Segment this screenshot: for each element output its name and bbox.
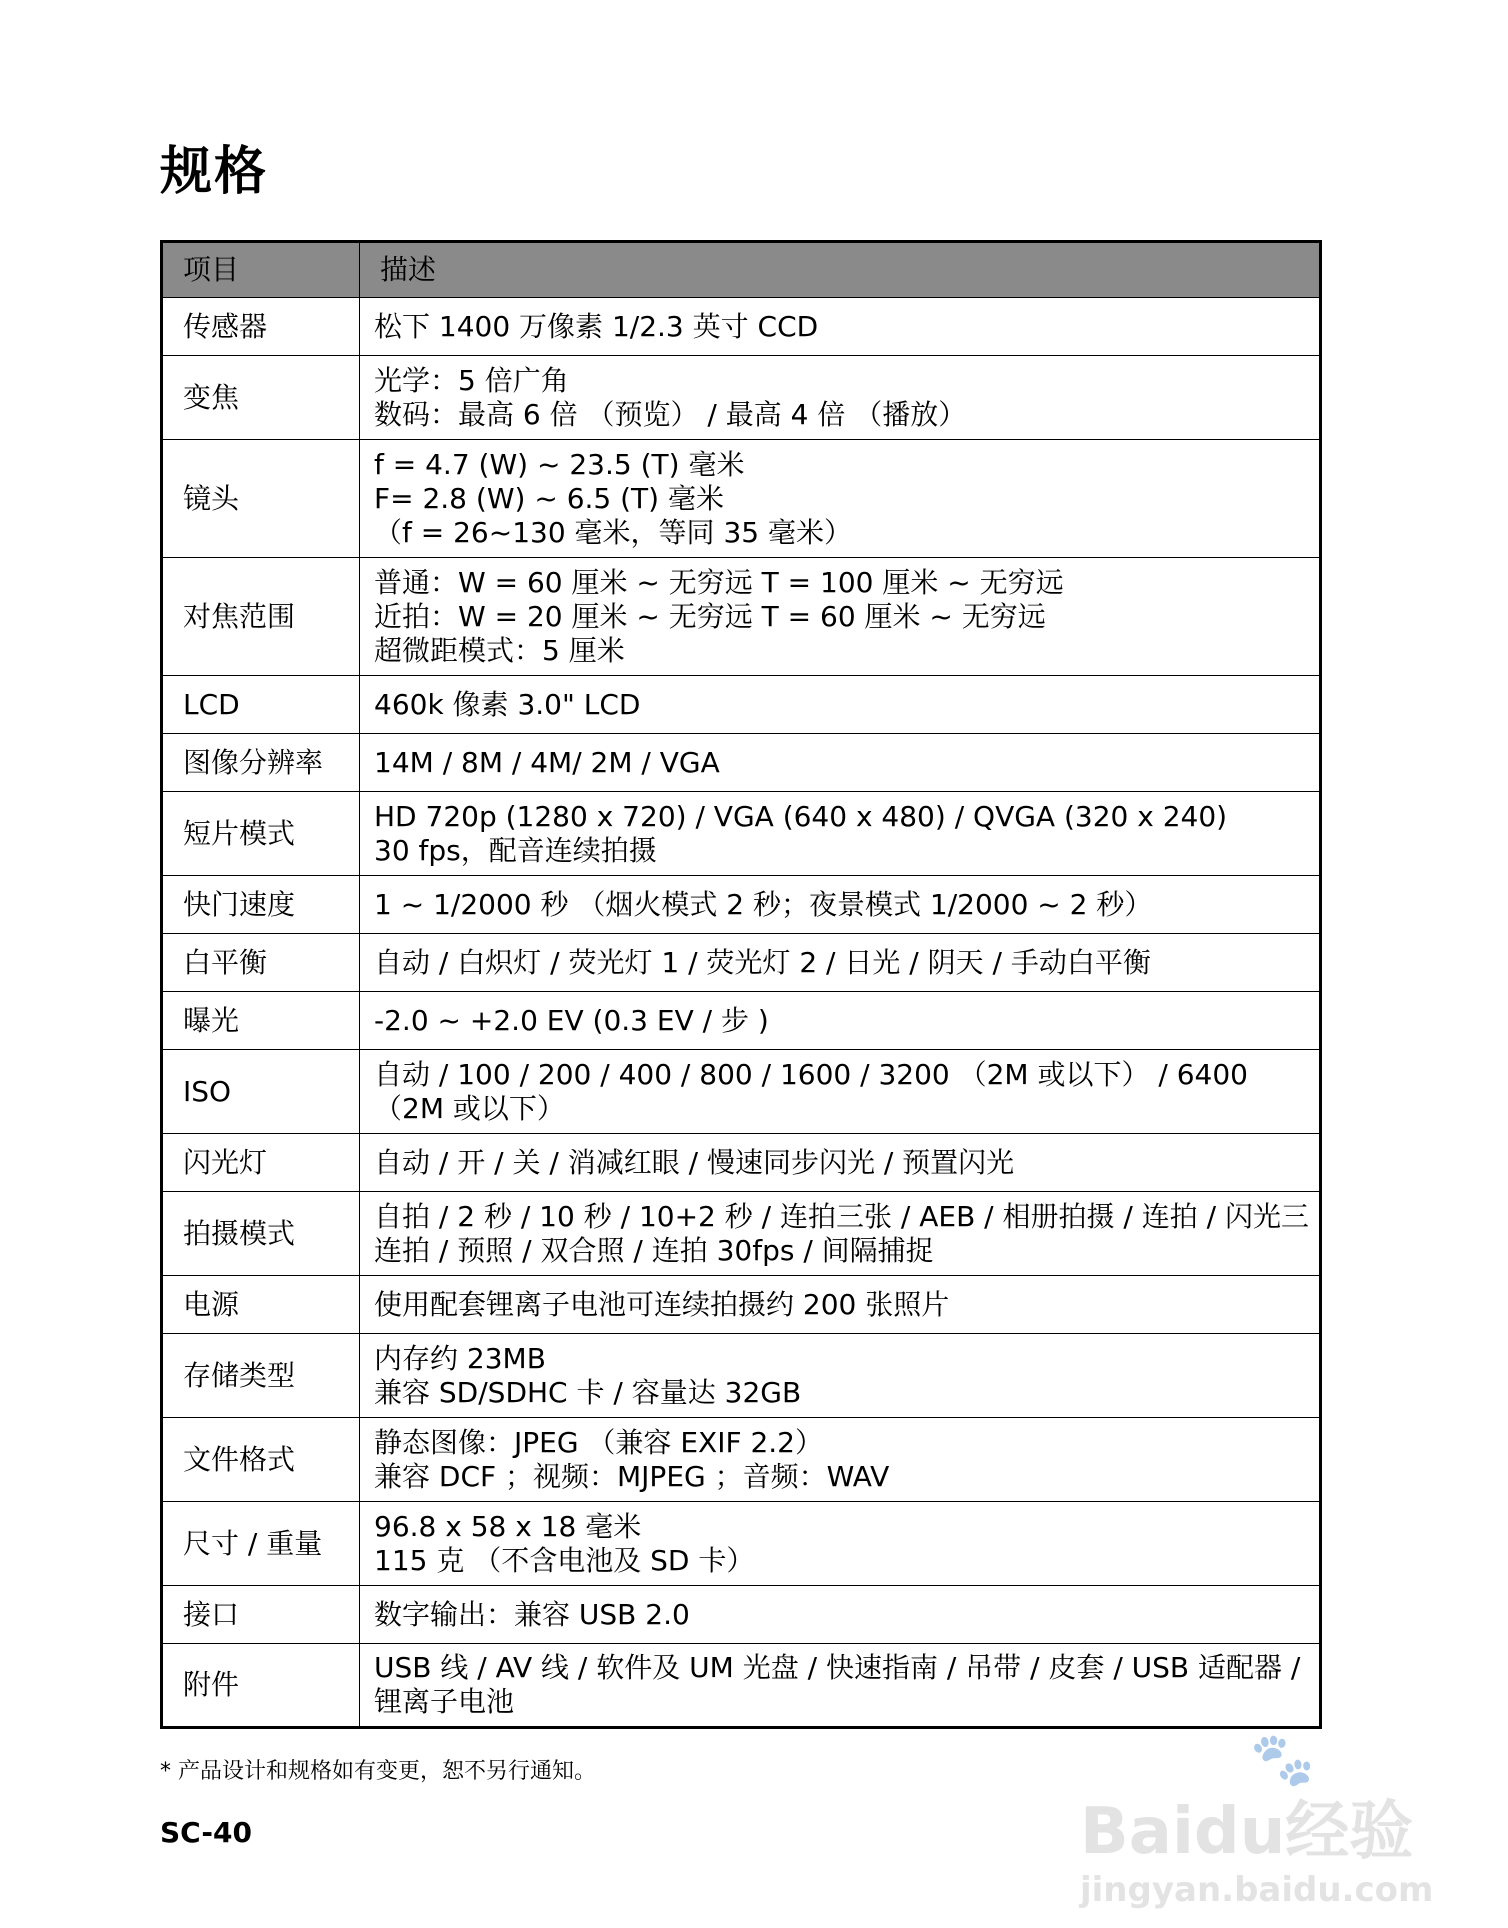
- spec-item: 曝光: [162, 992, 360, 1050]
- paw-icon: 🐾: [1250, 1730, 1315, 1790]
- spec-description: 自动 / 白炽灯 / 荧光灯 1 / 荧光灯 2 / 日光 / 阴天 / 手动白平衡: [360, 934, 1321, 992]
- page-title: 规格: [160, 142, 269, 202]
- spec-item: 白平衡: [162, 934, 360, 992]
- spec-description: -2.0 ~ +2.0 EV (0.3 EV / 步 ): [360, 992, 1321, 1050]
- watermark-url: jingyan.baidu.com: [1080, 1870, 1434, 1910]
- spec-item: 接口: [162, 1586, 360, 1644]
- spec-description: USB 线 / AV 线 / 软件及 UM 光盘 / 快速指南 / 吊带 / 皮套 / USB 适配器 / 锂离子电池: [360, 1644, 1321, 1728]
- table-row: [162, 1192, 1321, 1276]
- spec-item: 传感器: [162, 298, 360, 356]
- spec-item: 闪光灯: [162, 1134, 360, 1192]
- table-row: [162, 1276, 1321, 1334]
- table-row: [162, 1418, 1321, 1502]
- spec-item: 附件: [162, 1644, 360, 1728]
- spec-description: 数字输出：兼容 USB 2.0: [360, 1586, 1321, 1644]
- table-row: [162, 1644, 1321, 1728]
- table-row: [162, 992, 1321, 1050]
- header-item: 项目: [162, 242, 360, 298]
- spec-description: 光学：5 倍广角 数码：最高 6 倍 （预览） / 最高 4 倍 （播放）: [360, 356, 1321, 440]
- spec-item: 电源: [162, 1276, 360, 1334]
- spec-description: 14M / 8M / 4M/ 2M / VGA: [360, 734, 1321, 792]
- spec-description: 96.8 x 58 x 18 毫米 115 克 （不含电池及 SD 卡）: [360, 1502, 1321, 1586]
- spec-item: LCD: [162, 676, 360, 734]
- spec-description: 静态图像：JPEG （兼容 EXIF 2.2） 兼容 DCF ；视频：MJPEG ；音频：WAV: [360, 1418, 1321, 1502]
- table-row: [162, 934, 1321, 992]
- spec-description: 自动 / 100 / 200 / 400 / 800 / 1600 / 3200 （2M 或以下） / 6400 （2M 或以下）: [360, 1050, 1321, 1134]
- spec-item: 存储类型: [162, 1334, 360, 1418]
- table-row: [162, 558, 1321, 676]
- table-row: [162, 1334, 1321, 1418]
- table-header-row: [162, 242, 1321, 298]
- spec-item: 尺寸 / 重量: [162, 1502, 360, 1586]
- spec-table-body: [162, 298, 1321, 1728]
- spec-description: 1 ~ 1/2000 秒 （烟火模式 2 秒；夜景模式 1/2000 ~ 2 秒）: [360, 876, 1321, 934]
- baidu-watermark: [1070, 1730, 1440, 1920]
- table-row: [162, 1586, 1321, 1644]
- table-row: [162, 1134, 1321, 1192]
- spec-item: ISO: [162, 1050, 360, 1134]
- table-row: [162, 734, 1321, 792]
- table-row: [162, 792, 1321, 876]
- spec-description: 使用配套锂离子电池可连续拍摄约 200 张照片: [360, 1276, 1321, 1334]
- table-row: [162, 876, 1321, 934]
- spec-description: 松下 1400 万像素 1/2.3 英寸 CCD: [360, 298, 1321, 356]
- spec-description: 460k 像素 3.0" LCD: [360, 676, 1321, 734]
- spec-item: 镜头: [162, 440, 360, 558]
- table-row: [162, 1050, 1321, 1134]
- table-row: [162, 1502, 1321, 1586]
- watermark-logo: Baidu经验: [1080, 1795, 1414, 1869]
- header-desc: 描述: [360, 242, 1321, 298]
- table-row: [162, 298, 1321, 356]
- spec-description: 自拍 / 2 秒 / 10 秒 / 10+2 秒 / 连拍三张 / AEB / 相册拍摄 / 连拍 / 闪光三连拍 / 预照 / 双合照 / 连拍 30fps / 间隔捕捉: [360, 1192, 1321, 1276]
- table-row: [162, 440, 1321, 558]
- spec-description: f = 4.7 (W) ~ 23.5 (T) 毫米 F= 2.8 (W) ~ 6.5 (T) 毫米 （f = 26~130 毫米，等同 35 毫米）: [360, 440, 1321, 558]
- spec-item: 文件格式: [162, 1418, 360, 1502]
- spec-description: 自动 / 开 / 关 / 消减红眼 / 慢速同步闪光 / 预置闪光: [360, 1134, 1321, 1192]
- spec-item: 对焦范围: [162, 558, 360, 676]
- spec-description: 普通：W = 60 厘米 ~ 无穷远 T = 100 厘米 ~ 无穷远 近拍：W = 20 厘米 ~ 无穷远 T = 60 厘米 ~ 无穷远 超微距模式：5 厘米: [360, 558, 1321, 676]
- spec-table: [160, 240, 1322, 1729]
- footnote: * 产品设计和规格如有变更，恕不另行通知。: [160, 1759, 596, 1784]
- spec-item: 图像分辨率: [162, 734, 360, 792]
- spec-item: 短片模式: [162, 792, 360, 876]
- spec-description: 内存约 23MB 兼容 SD/SDHC 卡 / 容量达 32GB: [360, 1334, 1321, 1418]
- spec-item: 拍摄模式: [162, 1192, 360, 1276]
- spec-item: 变焦: [162, 356, 360, 440]
- table-row: [162, 676, 1321, 734]
- spec-item: 快门速度: [162, 876, 360, 934]
- spec-description: HD 720p (1280 x 720) / VGA (640 x 480) / QVGA (320 x 240) 30 fps，配音连续拍摄: [360, 792, 1321, 876]
- page-number: SC-40: [160, 1816, 252, 1849]
- table-row: [162, 356, 1321, 440]
